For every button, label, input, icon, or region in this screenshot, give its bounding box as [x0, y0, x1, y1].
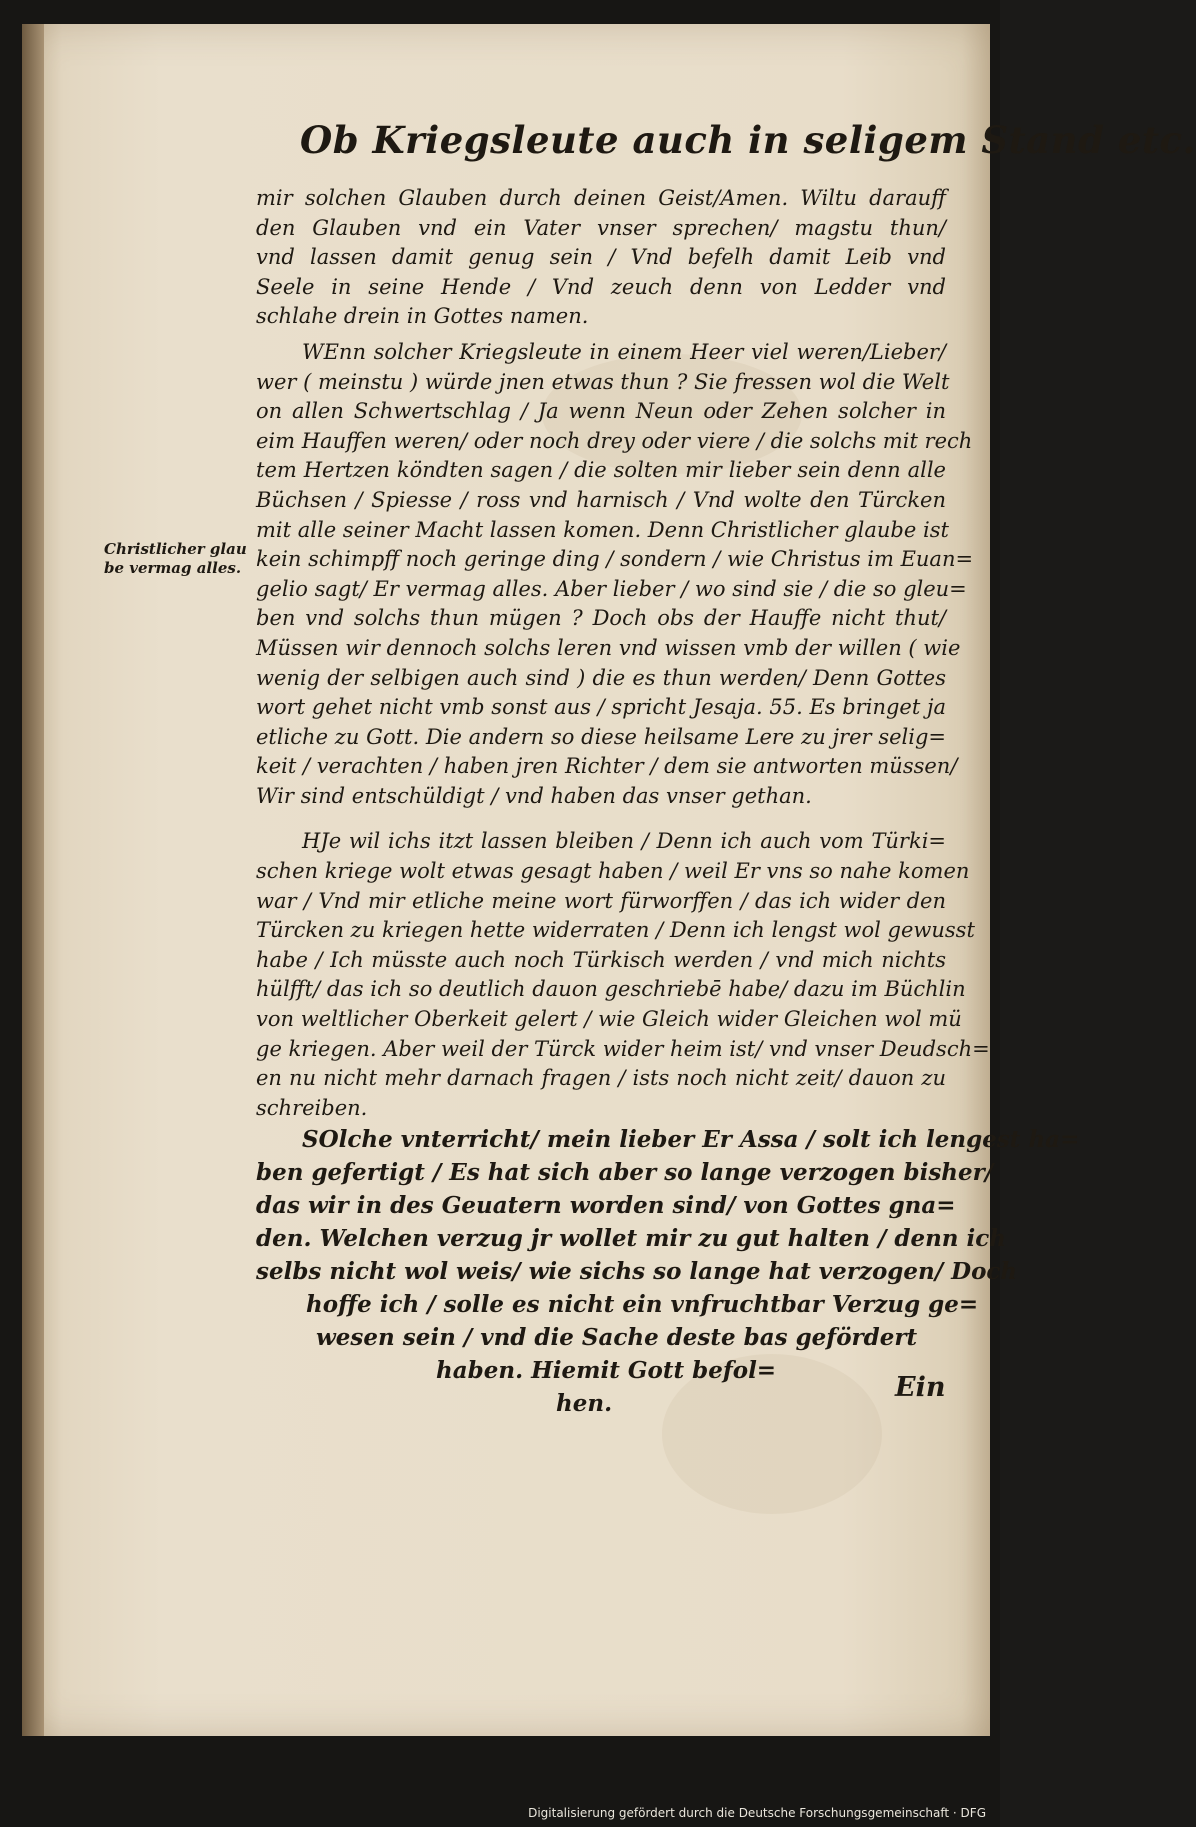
text-line: mir solchen Glauben durch deinen Geist/Amen. Wiltu darauff	[256, 186, 946, 210]
text-line: den. Welchen verzug jr wollet mir zu gut halten / denn ich	[256, 1225, 1006, 1253]
text-line: ben vnd solchs thun mügen ? Doch obs der Hauffe nicht thut/	[256, 606, 946, 631]
text-line: schreiben.	[256, 1095, 368, 1120]
text-line: wort gehet nicht vmb sonst aus / spricht Jesaja. 55. Es bringet ja	[256, 695, 946, 720]
text-line: hen.	[556, 1390, 613, 1418]
text-line: hoffe ich / solle es nicht ein vnfruchtbar Verzug ge=	[306, 1291, 979, 1319]
text-line: etliche zu Gott. Die andern so diese heilsame Lere zu jrer selig=	[256, 724, 946, 749]
text-line: gelio sagt/ Er vermag alles. Aber lieber / wo sind sie / die so gleu=	[256, 576, 967, 601]
text-line: keit / verachten / haben jren Richter / dem sie antworten müssen/	[256, 754, 958, 779]
text-line: haben. Hiemit Gott befol=	[436, 1357, 777, 1385]
text-line: Büchsen / Spiesse / ross vnd harnisch / Vnd wolte den Türcken	[256, 487, 946, 512]
text-line: schen kriege wolt etwas gesagt haben / weil Er vns so nahe komen	[256, 859, 970, 884]
text-line: hülfft/ das ich so deutlich dauon geschriebē habe/ dazu im Büchlin	[256, 977, 966, 1002]
paragraph-start-line: WEnn solcher Kriegsleute in einem Heer viel weren/Lieber/	[302, 339, 946, 364]
text-line: Wir sind entschüldigt / vnd haben das vnser gethan.	[256, 783, 812, 808]
text-line: wesen sein / vnd die Sache deste bas gefördert	[316, 1324, 918, 1352]
text-line: en nu nicht mehr darnach fragen / ists noch nicht zeit/ dauon zu	[256, 1066, 946, 1091]
text-line: wer ( meinstu ) würde jnen etwas thun ? Sie fressen wol die Welt	[256, 369, 950, 394]
marginal-note-line: Christlicher glau	[104, 540, 247, 558]
text-line: Seele in seine Hende / Vnd zeuch denn von Ledder vnd	[256, 274, 946, 299]
text-line: mit alle seiner Macht lassen komen. Denn Christlicher glaube ist	[256, 517, 949, 542]
text-line: den Glauben vnd ein Vater vnser sprechen/ magstu thun/	[256, 215, 946, 240]
page-gutter	[22, 24, 44, 1736]
main-text	[256, 184, 1080, 1420]
text-line: das wir in des Geuatern worden sind/ von Gottes gna=	[256, 1192, 956, 1220]
paragraph-start-line: HJe wil ichs itzt lassen bleiben / Denn ich auch vom Türki=	[302, 829, 946, 854]
paragraph-start-line: SOlche vnterricht/ mein lieber Er Assa / solt ich lengest ha=	[302, 1126, 1080, 1154]
digitization-credit: Digitalisierung gefördert durch die Deutsche Forschungsgemeinschaft · DFG	[528, 1806, 986, 1820]
marginal-note-line: be vermag alles.	[104, 559, 242, 577]
text-line: Türcken zu kriegen hette widerraten / Denn ich lengst wol gewusst	[256, 918, 975, 943]
text-line: vnd lassen damit genug sein / Vnd befelh damit Leib vnd	[256, 245, 946, 270]
text-line: schlahe drein in Gottes namen.	[256, 304, 589, 329]
catchword: Ein	[895, 1372, 946, 1403]
text-line: kein schimpff noch geringe ding / sondern / wie Christus im Euan=	[256, 547, 974, 572]
marginal-note	[104, 540, 254, 578]
text-line: on allen Schwertschlag / Ja wenn Neun oder Zehen solcher in	[256, 399, 946, 424]
text-line: habe / Ich müsste auch noch Türkisch werden / vnd mich nichts	[256, 947, 946, 972]
text-line: ge kriegen. Aber weil der Türck wider heim ist/ vnd vnser Deudsch=	[256, 1036, 990, 1061]
text-line: wenig der selbigen auch sind ) die es thun werden/ Denn Gottes	[256, 665, 946, 690]
text-line: tem Hertzen köndten sagen / die solten mir lieber sein denn alle	[256, 458, 946, 483]
text-line: ben gefertigt / Es hat sich aber so lange verzogen bisher/	[256, 1159, 994, 1187]
text-line: von weltlicher Oberkeit gelert / wie Gleich wider Gleichen wol mü	[256, 1007, 962, 1032]
text-line: Müssen wir dennoch solchs leren vnd wissen vmb der willen ( wie	[256, 635, 961, 660]
text-line: eim Hauffen weren/ oder noch drey oder viere / die solchs mit rech	[256, 428, 973, 453]
text-line: war / Vnd mir etliche meine wort fürworffen / das ich wider den	[256, 888, 946, 913]
running-head: Ob Kriegsleute auch in seligem Stand etc.	[300, 118, 1196, 162]
text-line: selbs nicht wol weis/ wie sichs so lange hat verzogen/ Doch	[256, 1258, 1018, 1286]
